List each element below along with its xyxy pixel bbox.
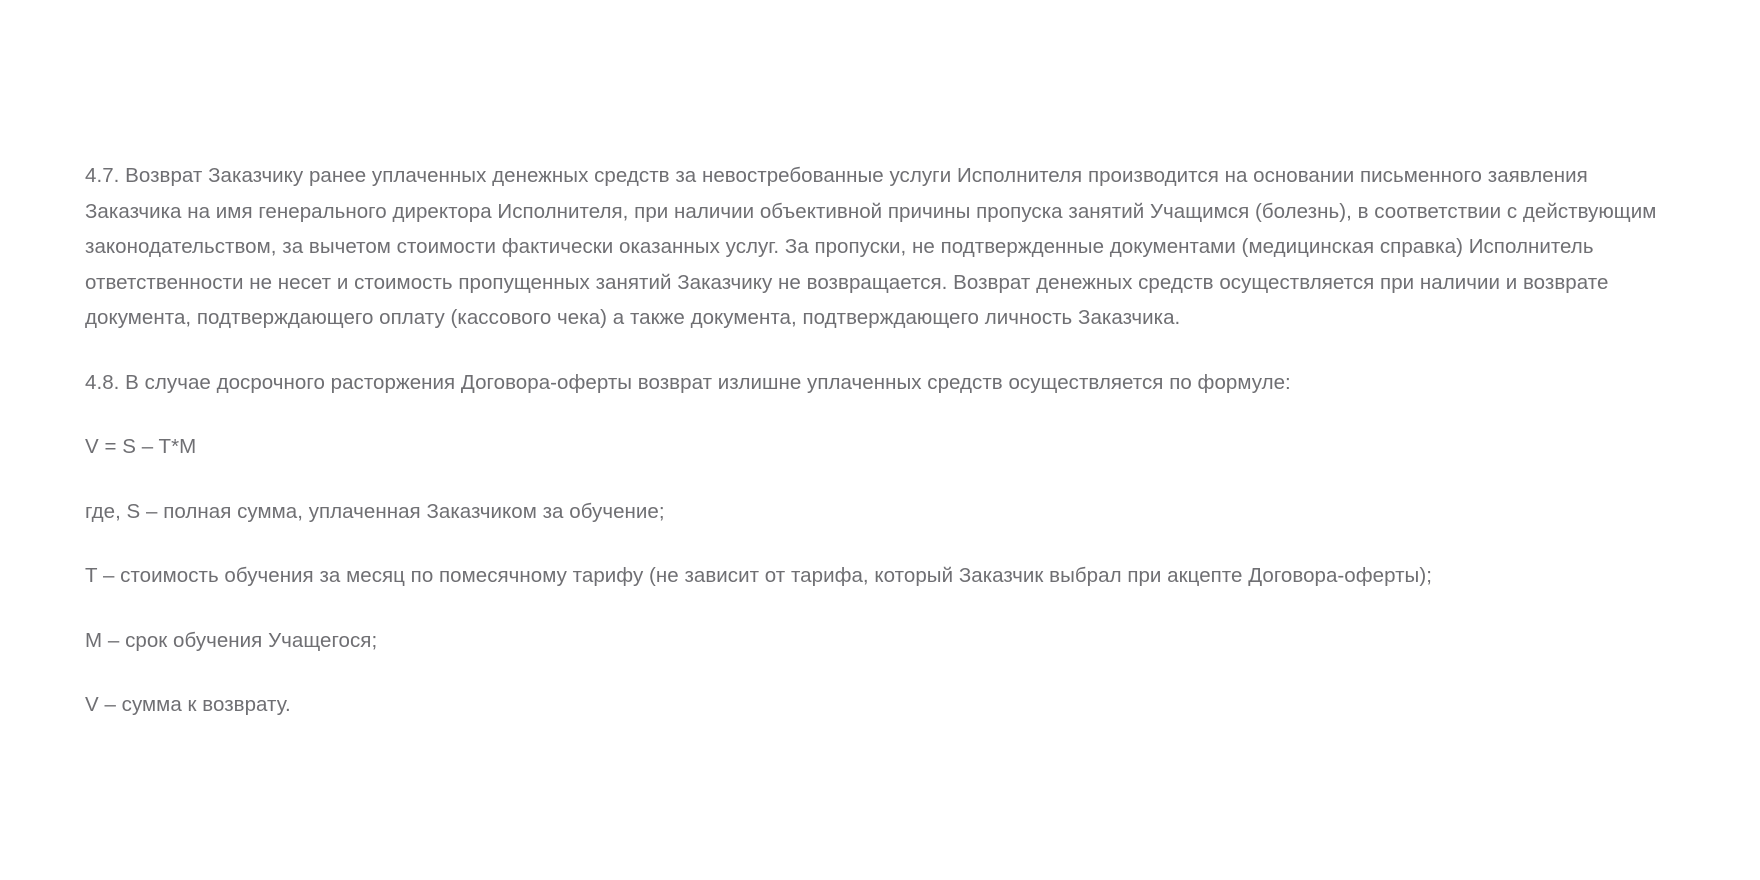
document-body bbox=[85, 158, 1685, 723]
refund-formula: V = S – T*M bbox=[85, 435, 197, 458]
clause-4-7-paragraph: 4.7. Возврат Заказчику ранее уплаченных денежных средств за невостребованные услуги Исполнителя производится на основании письменного заявления Заказчика на имя генерального директора Исполнителя, при наличии объективной причины пропуска занятий Учащимся (болезнь), в соответствии с действующим законодательством, за вычетом стоимости фактически оказанных услуг. За пропуски, не подтвержденные документами (медицинская справка) Исполнитель ответственности не несет и стоимость пропущенных занятий Заказчику не возвращается. Возврат денежных средств осуществляется при наличии и возврате документа, подтверждающего оплату (кассового чека) а также документа, подтверждающего личность Заказчика. bbox=[85, 164, 1657, 329]
definition-m: M – срок обучения Учащегося; bbox=[85, 628, 378, 652]
definition-t: T – стоимость обучения за месяц по помесячному тарифу (не зависит от тарифа, который Заказчик выбрал при акцепте Договора-оферты); bbox=[85, 564, 1432, 587]
definition-s: где, S – полная сумма, уплаченная Заказчиком за обучение; bbox=[85, 499, 665, 523]
clause-4-8-paragraph: 4.8. В случае досрочного расторжения Договора-оферты возврат излишне уплаченных средств осуществляется по формуле: bbox=[85, 370, 1291, 394]
definition-v: V – сумма к возврату. bbox=[85, 693, 291, 716]
